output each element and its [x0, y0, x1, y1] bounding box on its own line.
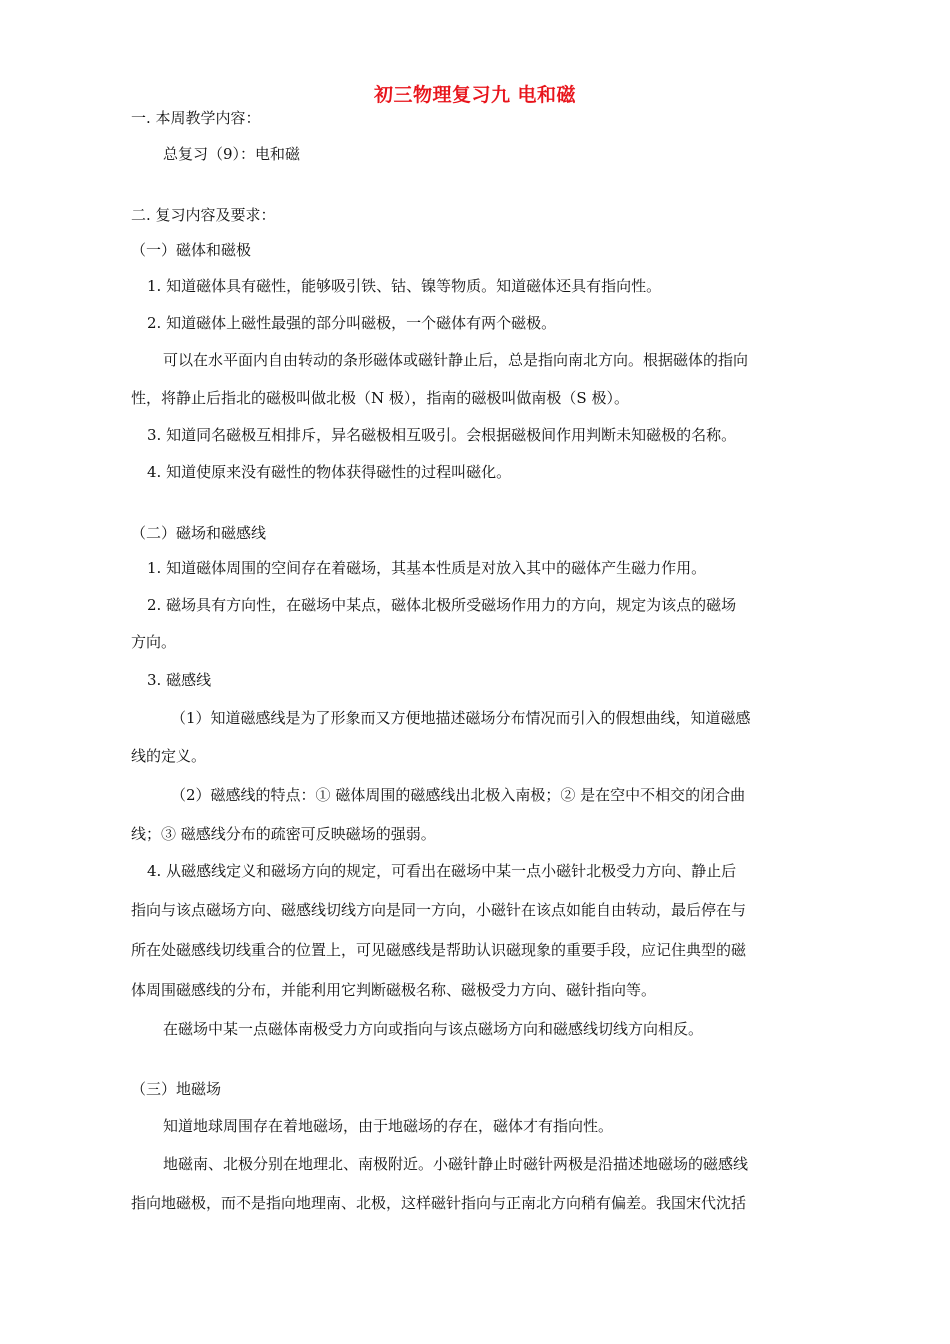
paragraph-line: 在磁场中某一点磁体南极受力方向或指向与该点磁场方向和磁感线切线方向相反。: [163, 1020, 704, 1038]
list-item: 4. 从磁感线定义和磁场方向的规定，可看出在磁场中某一点小磁针北极受力方向、静止后: [147, 862, 737, 880]
paragraph-line: 可以在水平面内自由转动的条形磁体或磁针静止后，总是指向南北方向。根据磁体的指向: [163, 351, 749, 369]
paragraph-line: 线；③ 磁感线分布的疏密可反映磁场的强弱。: [131, 825, 436, 843]
list-item: 1. 知道磁体周围的空间存在着磁场，其基本性质是对放入其中的磁体产生磁力作用。: [147, 559, 707, 577]
paragraph-line: 性，将静止后指北的磁极叫做北极（N 极），指南的磁极叫做南极（S 极）。: [131, 389, 629, 407]
list-item: 4. 知道使原来没有磁性的物体获得磁性的过程叫磁化。: [147, 463, 512, 481]
subsection-heading-3: （三）地磁场: [131, 1080, 222, 1098]
paragraph-line: 地磁南、北极分别在地理北、南极附近。小磁针静止时磁针两极是沿描述地磁场的磁感线: [163, 1155, 749, 1173]
sub-list-item: （1）知道磁感线是为了形象而又方便地描述磁场分布情况而引入的假想曲线，知道磁感: [171, 709, 751, 727]
list-item: 2. 知道磁体上磁性最强的部分叫磁极，一个磁体有两个磁极。: [147, 314, 557, 332]
paragraph-line: 所在处磁感线切线重合的位置上，可见磁感线是帮助认识磁现象的重要手段，应记住典型的磁: [131, 941, 747, 959]
document-title: 初三物理复习九 电和磁: [373, 84, 577, 106]
sub-list-item: （2）磁感线的特点：① 磁体周围的磁感线出北极入南极；② 是在空中不相交的闭合曲: [171, 786, 746, 804]
section-heading-1: 一. 本周教学内容：: [131, 109, 261, 127]
paragraph-line: 指向与该点磁场方向、磁感线切线方向是同一方向，小磁针在该点如能自由转动，最后停在与: [131, 901, 747, 919]
paragraph-line: 方向。: [131, 633, 177, 651]
section-heading-2: 二. 复习内容及要求：: [131, 206, 276, 224]
list-item: 3. 知道同名磁极互相排斥，异名磁极相互吸引。会根据磁极间作用判断未知磁极的名称。: [147, 426, 737, 444]
subsection-heading-1: （一）磁体和磁极: [131, 241, 252, 259]
paragraph-line: 体周围磁感线的分布，并能利用它判断磁极名称、磁极受力方向、磁针指向等。: [131, 981, 657, 999]
list-item: 3. 磁感线: [147, 671, 212, 689]
list-item: 2. 磁场具有方向性，在磁场中某点，磁体北极所受磁场作用力的方向，规定为该点的磁场: [147, 596, 737, 614]
paragraph-line: 线的定义。: [131, 747, 207, 765]
subsection-heading-2: （二）磁场和磁感线: [131, 524, 267, 542]
list-item: 1. 知道磁体具有磁性，能够吸引铁、钴、镍等物质。知道磁体还具有指向性。: [147, 277, 662, 295]
paragraph-line: 总复习（9）：电和磁: [163, 145, 301, 163]
paragraph-line: 知道地球周围存在着地磁场，由于地磁场的存在，磁体才有指向性。: [163, 1117, 614, 1135]
paragraph-line: 指向地磁极，而不是指向地理南、北极，这样磁针指向与正南北方向稍有偏差。我国宋代沈括: [131, 1194, 747, 1212]
